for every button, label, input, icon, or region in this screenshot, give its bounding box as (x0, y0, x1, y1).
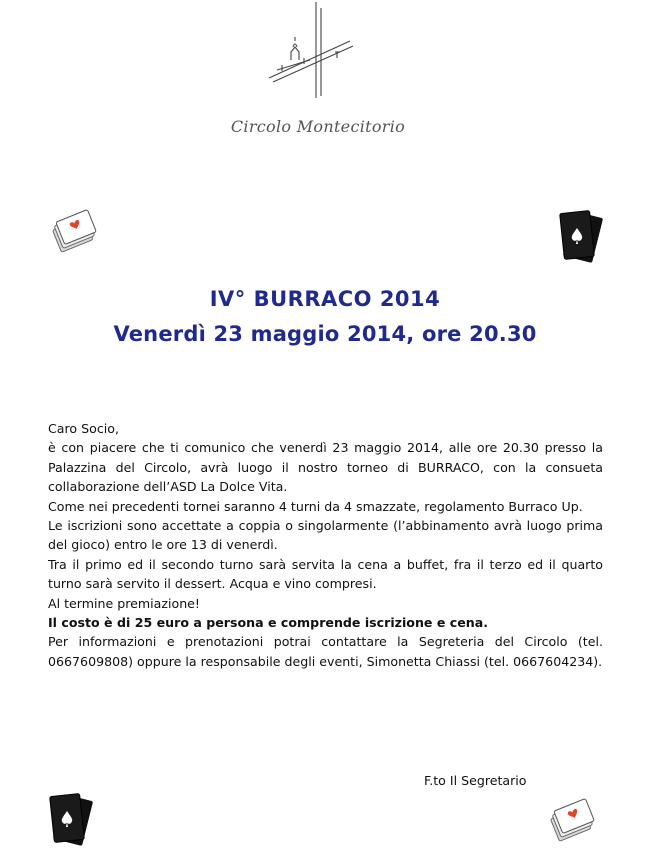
org-name: Circolo Montecitorio (230, 117, 406, 136)
event-title: IV° BURRACO 2014 (209, 287, 441, 311)
paragraph: Tra il primo ed il secondo turno sarà servita la cena a buffet, fra il terzo ed il quarto turno sarà servito il dessert. Acqua e vino compresi. (48, 556, 603, 592)
paragraph: Le iscrizioni sono accettate a coppia o singolarmente (l’abbinamento avrà luogo prima del gioco) entro le ore 13 di venerdì. (48, 518, 603, 553)
paragraph: Al termine premiazione! (48, 595, 200, 611)
playing-cards-hearts-icon (44, 208, 106, 262)
paragraph: è con piacere che ti comunico che venerdì 23 maggio 2014, alle ore 20.30 presso la Palazzina del Circolo, avrà luogo il nostro torneo di BURRACO, con la consueta collaborazione dell’ASD La Dolce Vita. (48, 440, 603, 495)
playing-cards-spades-icon (44, 789, 96, 849)
letter-body (48, 419, 603, 671)
signature: F.to Il Segretario (424, 773, 527, 788)
palazzo-montecitorio-logo (255, 0, 375, 100)
playing-cards-spades-icon (554, 206, 606, 266)
salutation: Caro Socio, (48, 421, 119, 436)
contact-paragraph: Per informazioni e prenotazioni potrai contattare la Segreteria del Circolo (tel. 0667609808) oppure la responsabile degli eventi, Simonetta Chiassi (tel. 0667604234). (48, 634, 603, 669)
cost-notice: Il costo è di 25 euro a persona e comprende iscrizione e cena. (48, 615, 489, 631)
playing-cards-hearts-icon (542, 797, 604, 851)
paragraph: Come nei precedenti tornei saranno 4 turni da 4 smazzate, regolamento Burraco Up. (48, 498, 583, 514)
event-date: Venerdì 23 maggio 2014, ore 20.30 (113, 322, 537, 346)
